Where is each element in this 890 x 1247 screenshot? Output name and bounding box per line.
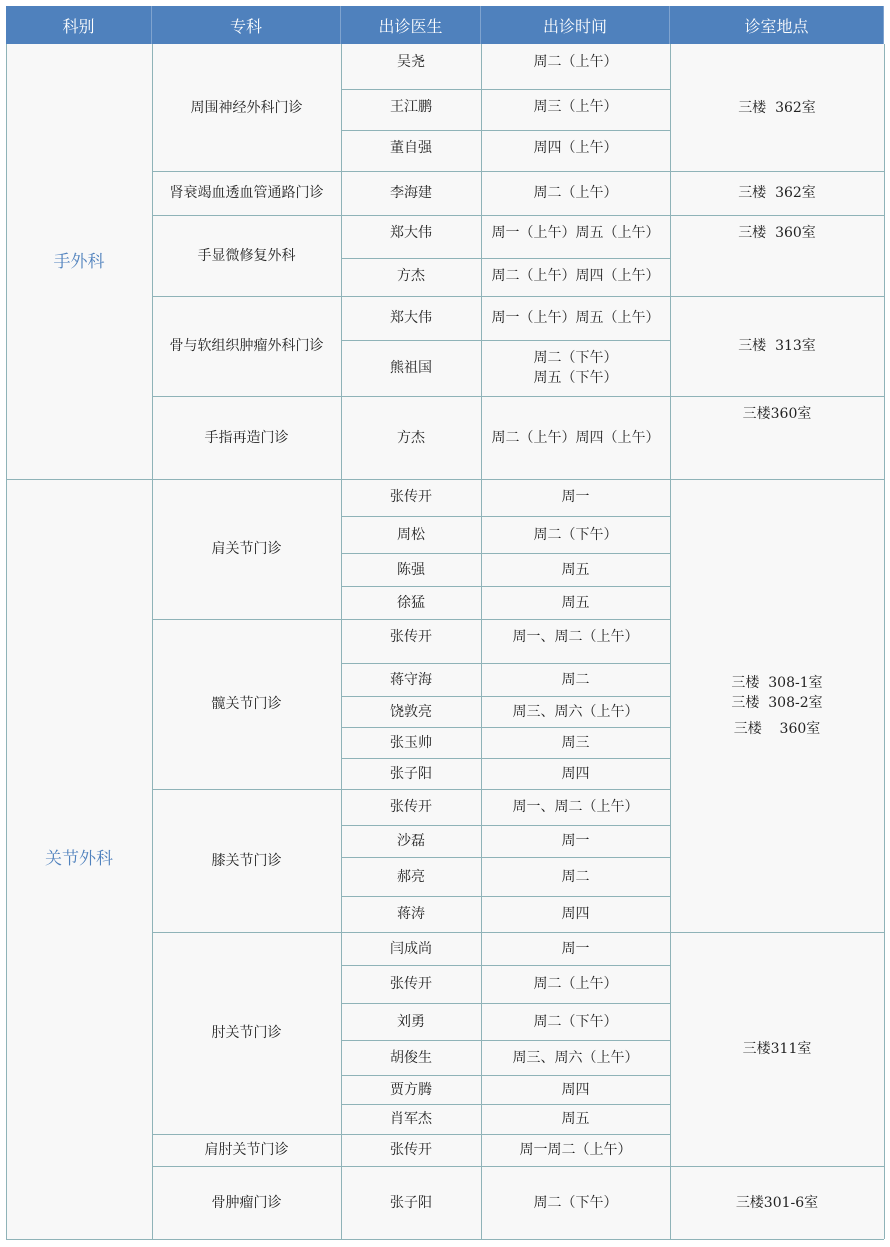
doctor-name: 郝亮 — [397, 868, 425, 885]
doctor-cell — [341, 44, 481, 89]
doctor-name: 熊祖国 — [390, 360, 432, 376]
clinic-time-cell — [481, 516, 670, 553]
specialty-cell — [152, 932, 341, 1134]
doctor-cell — [341, 1040, 481, 1075]
room-cell — [670, 296, 884, 396]
specialty-cell — [152, 479, 341, 619]
clinic-time: 周一 — [561, 489, 590, 505]
doctor-name: 王江鹏 — [390, 99, 432, 115]
clinic-time: 周二（上午）周四（上午） — [491, 429, 660, 446]
clinic-time-cell — [481, 825, 670, 857]
room-location: 三楼 360室 — [733, 720, 821, 737]
column-header: 科别 — [6, 6, 152, 44]
clinic-time-cell — [481, 1003, 670, 1040]
clinic-time-cell — [481, 89, 670, 130]
doctor-name: 闫成尚 — [390, 940, 432, 957]
clinic-time: 周五 — [561, 594, 590, 611]
department-cell — [6, 44, 152, 479]
specialty-name: 骨肿瘤门诊 — [211, 1194, 282, 1211]
room-location: 三楼 360室 — [738, 225, 816, 241]
specialty-name: 肩关节门诊 — [211, 541, 282, 557]
specialty-cell — [152, 619, 341, 789]
specialty-cell — [152, 789, 341, 932]
clinic-time: 周二 — [561, 868, 590, 885]
room-location: 三楼 362室 — [738, 99, 816, 116]
specialty-cell — [152, 1134, 341, 1166]
doctor-name: 张传开 — [390, 976, 432, 992]
clinic-time-cell — [481, 479, 670, 516]
clinic-time: 周二（上午） — [533, 54, 618, 70]
specialty-name: 膝关节门诊 — [211, 852, 282, 869]
clinic-time-cell — [481, 1104, 670, 1134]
doctor-cell — [341, 1075, 481, 1104]
doctor-name: 吴尧 — [397, 54, 425, 70]
doctor-name: 周松 — [397, 526, 425, 543]
clinic-time: 周一 — [561, 833, 590, 849]
clinic-time: 周四 — [561, 765, 590, 782]
clinic-time: 周二（下午） — [533, 350, 618, 366]
doctor-name: 张子阳 — [390, 1194, 432, 1211]
department-cell — [6, 479, 152, 1239]
room-location: 三楼 308-1室 — [731, 674, 823, 691]
doctor-cell — [341, 516, 481, 553]
column-header: 诊室地点 — [670, 6, 884, 44]
specialty-cell — [152, 296, 341, 396]
clinic-time: 周三 — [561, 734, 590, 751]
doctor-name: 董自强 — [390, 140, 432, 156]
doctor-name: 沙磊 — [397, 833, 425, 849]
clinic-time: 周二（下午） — [533, 1013, 618, 1030]
doctor-cell — [341, 663, 481, 696]
clinic-time: 周一周二（上午） — [519, 1142, 632, 1158]
clinic-time: 周二（上午） — [533, 185, 618, 201]
clinic-time-cell — [481, 44, 670, 89]
clinic-time: 周三（上午） — [533, 99, 618, 115]
clinic-time-cell — [481, 1040, 670, 1075]
doctor-cell — [341, 215, 481, 258]
clinic-time-cell — [481, 727, 670, 758]
doctor-name: 张传开 — [390, 1142, 432, 1158]
clinic-time-cell — [481, 215, 670, 258]
clinic-time-cell — [481, 789, 670, 825]
doctor-cell — [341, 1104, 481, 1134]
grid-line — [6, 1239, 152, 1240]
specialty-name: 手指再造门诊 — [204, 429, 289, 446]
clinic-time: 周五 — [561, 561, 590, 578]
specialty-cell — [152, 44, 341, 171]
clinic-time-cell — [481, 663, 670, 696]
doctor-name: 张子阳 — [390, 765, 432, 782]
doctor-name: 张传开 — [390, 799, 432, 815]
clinic-time-cell — [481, 965, 670, 1003]
doctor-name: 张传开 — [390, 489, 432, 505]
clinic-time: 周二（下午） — [533, 526, 618, 543]
doctor-cell — [341, 1134, 481, 1166]
clinic-time-cell — [481, 1166, 670, 1239]
clinic-time-cell — [481, 758, 670, 789]
room-location: 三楼360室 — [742, 406, 812, 422]
doctor-name: 郑大伟 — [390, 225, 432, 241]
doctor-cell — [341, 258, 481, 296]
doctor-name: 方杰 — [397, 429, 425, 446]
clinic-time: 周二 — [561, 671, 590, 688]
specialty-name: 肩肘关节门诊 — [204, 1142, 289, 1158]
clinic-time-cell — [481, 340, 670, 396]
doctor-name: 饶敦亮 — [390, 703, 432, 720]
clinic-time: 周一 — [561, 940, 590, 957]
room-location: 三楼301-6室 — [735, 1194, 819, 1211]
doctor-cell — [341, 586, 481, 619]
doctor-name: 胡俊生 — [390, 1049, 432, 1066]
doctor-name: 徐猛 — [397, 594, 425, 611]
clinic-time-cell — [481, 553, 670, 586]
clinic-time-cell — [481, 696, 670, 727]
grid-line — [670, 1239, 884, 1240]
grid-line — [341, 1239, 670, 1240]
specialty-cell — [152, 215, 341, 296]
doctor-cell — [341, 340, 481, 396]
doctor-cell — [341, 727, 481, 758]
room-location: 三楼 308-2室 — [731, 694, 823, 711]
doctor-cell — [341, 171, 481, 215]
clinic-time-cell — [481, 1134, 670, 1166]
doctor-cell — [341, 696, 481, 727]
column-header: 专科 — [152, 6, 341, 44]
clinic-time: 周三、周六（上午） — [512, 703, 639, 720]
doctor-cell — [341, 1166, 481, 1239]
clinic-time: 周一（上午）周五（上午） — [491, 310, 660, 326]
column-header: 出诊医生 — [341, 6, 481, 44]
specialty-name: 肘关节门诊 — [211, 1025, 282, 1041]
doctor-cell — [341, 789, 481, 825]
clinic-time-cell — [481, 258, 670, 296]
clinic-time: 周一（上午）周五（上午） — [491, 225, 660, 241]
doctor-name: 张玉帅 — [390, 734, 432, 751]
doctor-name: 刘勇 — [397, 1013, 425, 1030]
doctor-cell — [341, 857, 481, 896]
clinic-time: 周四 — [561, 906, 590, 922]
doctor-cell — [341, 553, 481, 586]
clinic-time: 周二（上午） — [533, 976, 618, 992]
clinic-time: 周四（上午） — [533, 140, 618, 156]
doctor-cell — [341, 896, 481, 932]
doctor-cell — [341, 296, 481, 340]
doctor-cell — [341, 619, 481, 663]
room-cell — [670, 479, 884, 932]
specialty-name: 肾衰竭血透血管通路门诊 — [169, 185, 324, 201]
grid-line — [884, 44, 885, 1239]
column-header: 出诊时间 — [481, 6, 670, 44]
doctor-cell — [341, 479, 481, 516]
specialty-cell — [152, 396, 341, 479]
clinic-time-cell — [481, 619, 670, 663]
clinic-time: 周二（上午）周四（上午） — [491, 268, 660, 284]
doctor-name: 张传开 — [390, 629, 432, 645]
doctor-name: 方杰 — [397, 268, 425, 284]
doctor-cell — [341, 932, 481, 965]
clinic-time-cell — [481, 171, 670, 215]
specialty-name: 髋关节门诊 — [211, 696, 282, 712]
room-location: 三楼311室 — [742, 1041, 812, 1057]
clinic-time: 周一、周二（上午） — [512, 629, 639, 645]
doctor-name: 蒋守海 — [390, 671, 432, 688]
clinic-time: 周三、周六（上午） — [512, 1049, 639, 1066]
doctor-cell — [341, 1003, 481, 1040]
room-cell — [670, 215, 884, 296]
room-location: 三楼 313室 — [738, 338, 816, 354]
department-name: 关节外科 — [45, 849, 113, 869]
clinic-time-cell — [481, 296, 670, 340]
room-cell — [670, 932, 884, 1166]
doctor-name: 陈强 — [397, 561, 425, 578]
clinic-time-cell — [481, 932, 670, 965]
doctor-cell — [341, 130, 481, 171]
clinic-time-cell — [481, 857, 670, 896]
doctor-name: 李海建 — [390, 185, 432, 201]
doctor-cell — [341, 89, 481, 130]
doctor-cell — [341, 758, 481, 789]
doctor-name: 肖军杰 — [390, 1111, 432, 1127]
specialty-name: 骨与软组织肿瘤外科门诊 — [169, 338, 324, 354]
doctor-name: 郑大伟 — [390, 310, 432, 326]
clinic-time-cell — [481, 130, 670, 171]
room-cell — [670, 1166, 884, 1239]
doctor-cell — [341, 965, 481, 1003]
room-cell — [670, 44, 884, 171]
room-cell — [670, 171, 884, 215]
clinic-time: 周五 — [561, 1111, 590, 1127]
department-name: 手外科 — [53, 251, 105, 272]
clinic-time-cell — [481, 896, 670, 932]
specialty-cell — [152, 1166, 341, 1239]
specialty-name: 手显微修复外科 — [197, 247, 296, 264]
clinic-time-cell — [481, 1075, 670, 1104]
clinic-time-second: 周五（下午） — [533, 370, 618, 386]
grid-line — [152, 1239, 341, 1240]
clinic-time-cell — [481, 396, 670, 479]
specialty-cell — [152, 171, 341, 215]
specialty-name: 周围神经外科门诊 — [190, 99, 303, 116]
room-location: 三楼 362室 — [738, 185, 816, 201]
room-cell — [670, 396, 884, 479]
clinic-time-cell — [481, 586, 670, 619]
clinic-time: 周四 — [561, 1081, 590, 1098]
doctor-name: 贾方腾 — [390, 1081, 432, 1098]
clinic-time: 周一、周二（上午） — [512, 799, 639, 815]
clinic-time: 周二（下午） — [533, 1194, 618, 1211]
doctor-cell — [341, 825, 481, 857]
doctor-name: 蒋涛 — [397, 906, 425, 922]
doctor-cell — [341, 396, 481, 479]
